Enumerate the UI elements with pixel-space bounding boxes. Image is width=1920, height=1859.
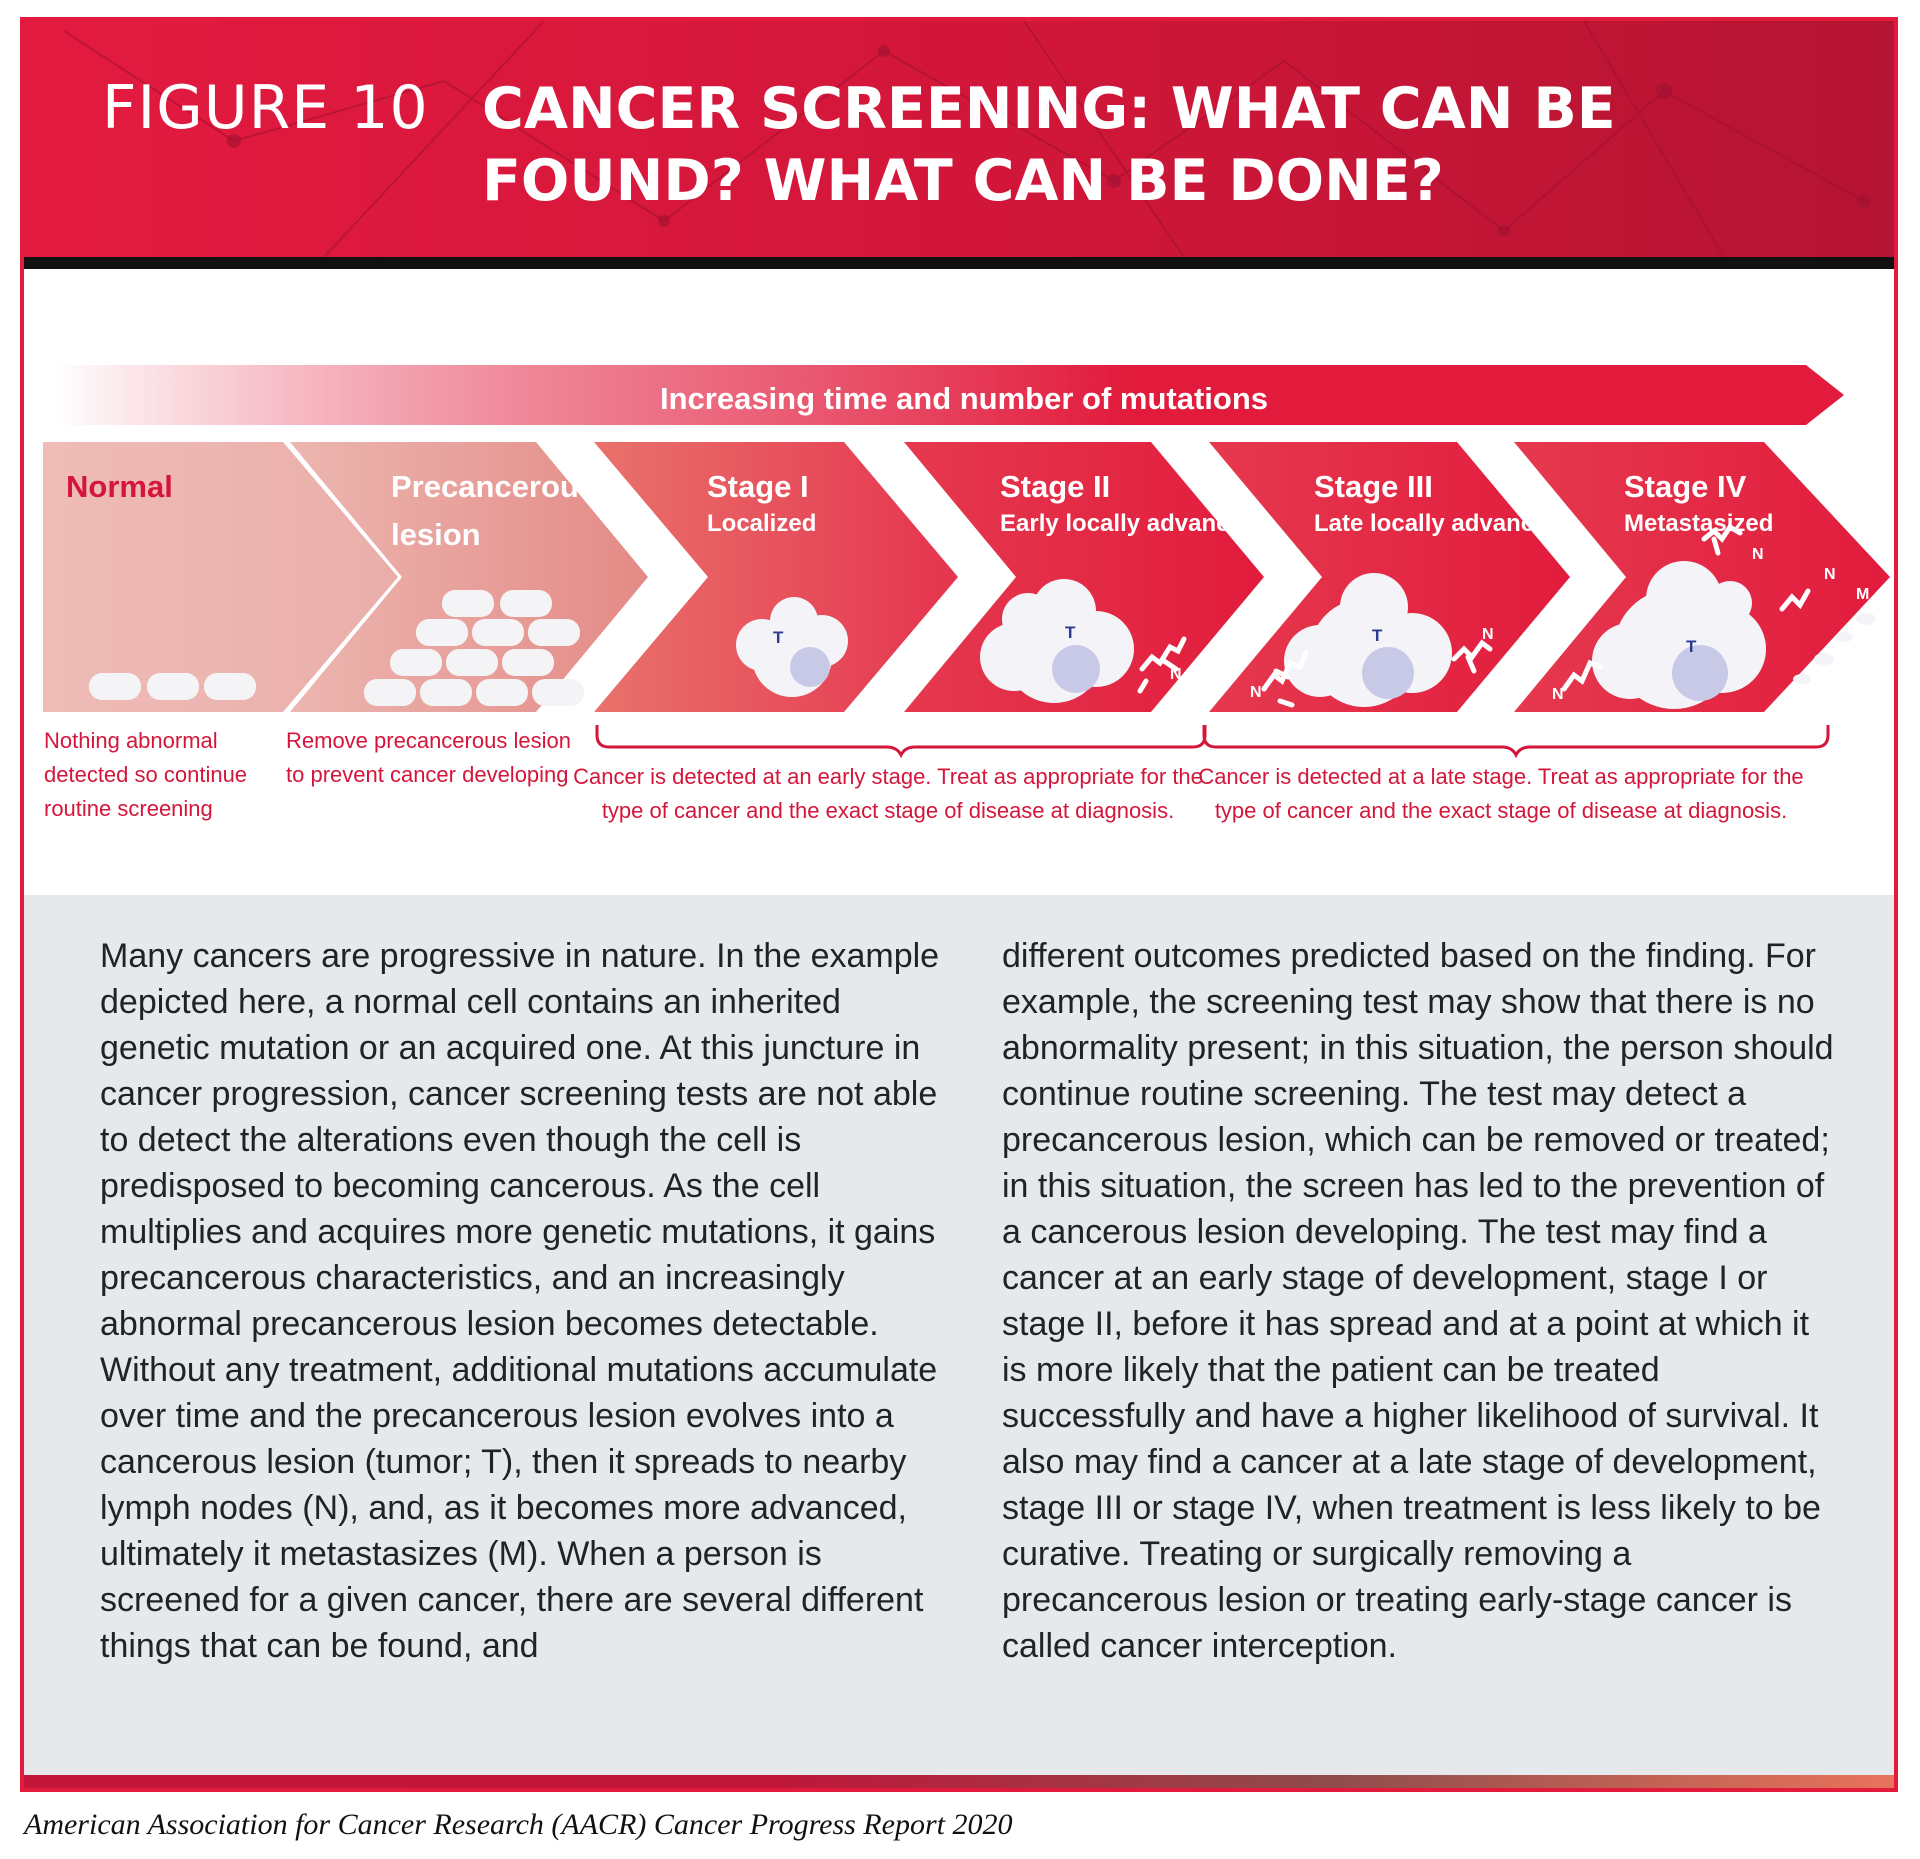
stage-iii-title: Stage III: [1314, 469, 1433, 504]
explanation-column-2: different outcomes predicted based on the finding. For example, the screening test may show that there is no abnormality present; in this situation, the person should continue routine screening. The test may detect a precancerous lesion, which can be removed or treated; in this situation, the screen has led to the prevention of a cancerous lesion developing. The test may find a cancer at an early stage of development, stage I or stage II, before it has spread and at a point at which it is more likely that the patient can be treated successfully and have a higher likelihood of survival. It also may find a cancer at a late stage of development, stage III or stage IV, when treatment is less likely to be curative. Treating or surgically removing a precancerous lesion or treating early-stage cancer is called cancer interception.: [1002, 937, 1834, 1665]
node-marker-stage-iv-top: N: [1752, 546, 1764, 563]
stage-normal-title: Normal: [66, 469, 173, 504]
stage-diagram: [24, 269, 1894, 895]
note-normal-line3: routine screening: [44, 796, 213, 821]
figure-frame: [20, 17, 1898, 1792]
stage-iv-title: Stage IV: [1624, 469, 1747, 504]
explanation-panel: [24, 895, 1894, 1775]
explanation-column-1: Many cancers are progressive in nature. In the example depicted here, a normal cell contains an inherited genetic mutation or an acquired one. At this juncture in cancer progression, cancer screening tests are not able to detect the alterations even though the cell is predisposed to becoming cancerous. As the cell multiplies and acquires more genetic mutations, it gains precancerous characteristics, and an increasingly abnormal precancerous lesion becomes detectable. Without any treatment, additional mutations accumulate over time and the precancerous lesion evolves into a cancerous lesion (tumor; T), then it spreads to nearby lymph nodes (N), and, as it becomes more advanced, ultimately it metastasizes (M). When a person is screened for a given cancer, there are several different things that can be found, and: [100, 937, 940, 1665]
tumor-marker-stage-iii: T: [1372, 626, 1383, 645]
figure-header: [24, 21, 1894, 257]
stage-iv-subtitle: Metastasized: [1624, 510, 1774, 537]
stage-ii-title: Stage II: [1000, 469, 1111, 504]
progression-diagram: [24, 269, 1894, 900]
node-marker-stage-iv-right: N: [1824, 566, 1836, 583]
node-marker-stage-iii-right: N: [1482, 626, 1494, 643]
stage-i: [594, 442, 958, 712]
stage-precancerous-title-line2: lesion: [391, 517, 481, 552]
figure-title: CANCER SCREENING: WHAT CAN BE FOUND? WHAT CAN BE DONE?: [482, 76, 1616, 214]
source-caption: American Association for Cancer Research (AACR) Cancer Progress Report 2020: [24, 1808, 1013, 1841]
figure-number: FIGURE 10: [102, 73, 429, 143]
frame-footer-bar: [24, 1775, 1894, 1792]
header-divider: [24, 257, 1894, 269]
tumor-marker-stage-ii: T: [1065, 623, 1076, 642]
node-marker-stage-iv-left: N: [1552, 686, 1564, 703]
late-stage-brace: [1204, 725, 1828, 755]
note-early-line1: Cancer is detected at an early stage. Treat as appropriate for the: [573, 764, 1203, 789]
normal-cells: [89, 673, 256, 700]
tumor-marker-stage-i: T: [773, 628, 784, 647]
stage-ii-subtitle: Early locally advanced: [1000, 510, 1258, 537]
note-precancerous-line2: to prevent cancer developing: [286, 762, 569, 787]
early-stage-brace: [597, 725, 1205, 755]
note-early-line2: type of cancer and the exact stage of disease at diagnosis.: [601, 798, 1175, 823]
note-normal-line1: Nothing abnormal: [44, 728, 218, 753]
stage-precancerous-title-line1: Precancerous: [391, 469, 597, 504]
note-late-line1: Cancer is detected at a late stage. Treat as appropriate for the: [1198, 764, 1804, 789]
node-marker-stage-iii-left: N: [1250, 684, 1262, 701]
progress-arrow-label: Increasing time and number of mutations: [659, 381, 1269, 416]
note-precancerous-line1: Remove precancerous lesion: [286, 728, 571, 753]
stage-iii-subtitle: Late locally advanced: [1314, 510, 1563, 537]
tumor-marker-stage-iv: T: [1686, 637, 1697, 656]
node-marker-stage-ii: N: [1170, 666, 1182, 683]
stage-iv: [1514, 442, 1890, 712]
stage-i-title: Stage I: [707, 469, 809, 504]
note-normal-line2: detected so continue: [44, 762, 248, 787]
note-late-line2: type of cancer and the exact stage of disease at diagnosis.: [1214, 798, 1788, 823]
stage-i-subtitle: Localized: [707, 510, 817, 537]
metastasis-marker: M: [1856, 586, 1870, 603]
